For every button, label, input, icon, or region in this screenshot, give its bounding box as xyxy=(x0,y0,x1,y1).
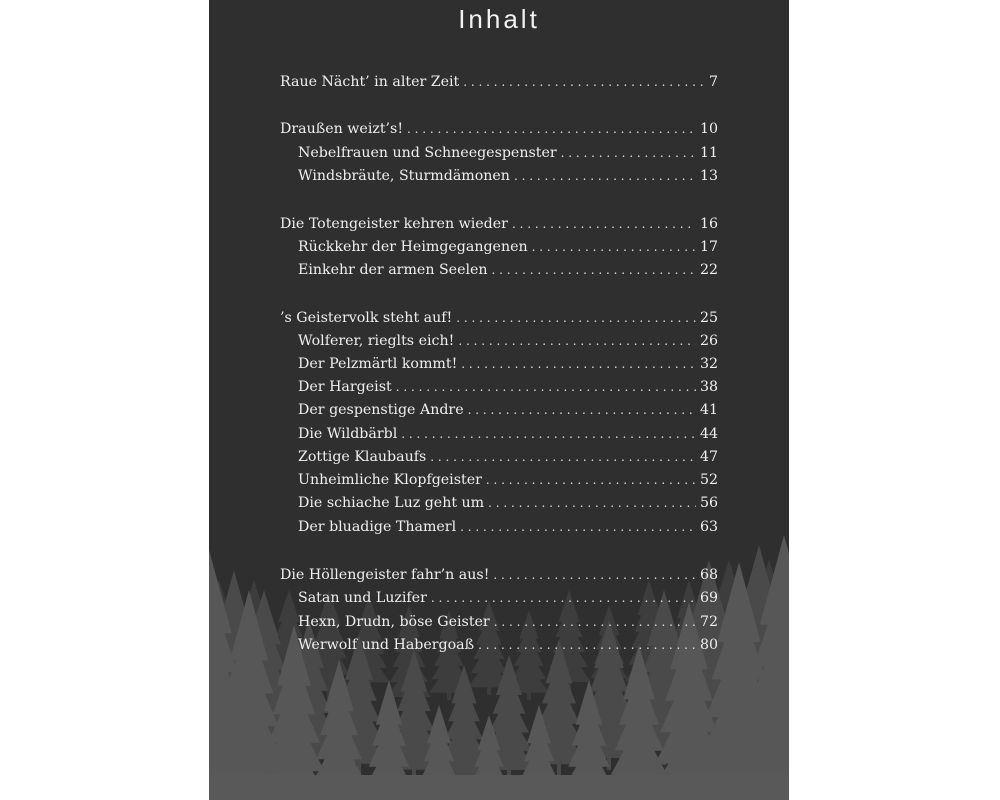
toc-dot-leader xyxy=(494,613,696,631)
toc-entry-page: 22 xyxy=(699,262,718,278)
toc-entry-title: Die Wildbärbl xyxy=(298,426,398,442)
toc-dot-leader xyxy=(431,589,696,607)
toc-entry-page: 26 xyxy=(699,333,718,349)
toc-entry-title: Wolferer, rieglts eich! xyxy=(298,333,455,349)
toc-dot-leader xyxy=(460,518,696,536)
toc-dot-leader xyxy=(492,261,696,279)
toc-entry-page: 17 xyxy=(699,239,718,255)
toc-dot-leader xyxy=(514,167,696,185)
toc-entry-page: 56 xyxy=(699,495,718,511)
toc-dot-leader xyxy=(512,215,696,233)
toc-entry xyxy=(298,471,718,489)
toc-entry-title: Der gespenstige Andre xyxy=(298,402,464,418)
toc-entry-title: Der bluadige Thamerl xyxy=(298,519,457,535)
toc-dot-leader xyxy=(478,636,696,654)
toc-dot-leader xyxy=(532,238,696,256)
toc-dot-leader xyxy=(456,309,696,327)
toc-entry-page: 41 xyxy=(699,402,718,418)
toc-dot-leader xyxy=(430,448,696,466)
toc-entry-title: Die Höllengeister fahr’n aus! xyxy=(280,567,490,583)
toc-dot-leader xyxy=(488,494,696,512)
toc-entry-page: 44 xyxy=(699,426,718,442)
toc-dot-leader xyxy=(401,425,696,443)
toc-dot-leader xyxy=(486,471,696,489)
toc-entry-title: Die schiache Luz geht um xyxy=(298,495,485,511)
toc-dot-leader xyxy=(461,355,696,373)
toc-entry xyxy=(298,261,718,279)
toc-entry xyxy=(280,73,718,91)
toc-entry-title: Einkehr der armen Seelen xyxy=(298,262,488,278)
toc-entry xyxy=(298,425,718,443)
toc-entry-page: 16 xyxy=(699,216,718,232)
toc-entry-page: 11 xyxy=(699,145,718,161)
toc-entry-title: Die Totengeister kehren wieder xyxy=(280,216,508,232)
toc-entry-page: 72 xyxy=(699,614,718,630)
toc-entry xyxy=(298,355,718,373)
toc-entry-title: Satan und Luzifer xyxy=(298,590,427,606)
toc-entry-title: Raue Nächt’ in alter Zeit xyxy=(280,74,460,90)
page-title: Inhalt xyxy=(458,4,540,34)
toc-entry-page: 7 xyxy=(708,74,718,90)
toc-entry-title: ’s Geistervolk steht auf! xyxy=(280,310,453,326)
toc-entry xyxy=(280,566,718,584)
toc-entry-title: Windsbräute, Sturmdämonen xyxy=(298,168,510,184)
toc-entry-title: Draußen weizt’s! xyxy=(280,121,404,137)
toc-entry-page: 63 xyxy=(699,519,718,535)
toc-dot-leader xyxy=(493,566,696,584)
toc-entry-title: Hexn, Drudn, böse Geister xyxy=(298,614,490,630)
toc-dot-leader xyxy=(561,144,696,162)
toc-entry xyxy=(298,613,718,631)
toc-entry xyxy=(298,144,718,162)
toc-entry-page: 47 xyxy=(699,449,718,465)
toc-entry-page: 25 xyxy=(699,310,718,326)
toc-entry xyxy=(298,167,718,185)
toc-entry-title: Zottige Klaubaufs xyxy=(298,449,427,465)
toc-entry-page: 10 xyxy=(699,121,718,137)
toc-dot-leader xyxy=(458,332,696,350)
toc-dot-leader xyxy=(468,401,696,419)
book-page xyxy=(209,0,789,800)
toc-entry-page: 13 xyxy=(699,168,718,184)
toc-entry-title: Nebelfrauen und Schneegespenster xyxy=(298,145,557,161)
toc-entry xyxy=(280,215,718,233)
toc-entry xyxy=(280,309,718,327)
toc-entry xyxy=(298,494,718,512)
toc-entry-page: 68 xyxy=(699,567,718,583)
toc-entry xyxy=(280,120,718,138)
toc-entry-title: Der Pelzmärtl kommt! xyxy=(298,356,458,372)
toc-entry-title: Werwolf und Habergoaß xyxy=(298,637,475,653)
toc-entry-page: 38 xyxy=(699,379,718,395)
toc-dot-leader xyxy=(396,378,696,396)
toc-dot-leader xyxy=(407,120,696,138)
toc-entry xyxy=(298,448,718,466)
toc-entry xyxy=(298,378,718,396)
toc-entry xyxy=(298,238,718,256)
toc-entry-page: 52 xyxy=(699,472,718,488)
toc-entry xyxy=(298,401,718,419)
toc-entry-title: Der Hargeist xyxy=(298,379,392,395)
toc-entry-title: Rückkehr der Heimgegangenen xyxy=(298,239,528,255)
toc-entry-page: 32 xyxy=(699,356,718,372)
toc-entry-page: 69 xyxy=(699,590,718,606)
toc-entry xyxy=(298,518,718,536)
toc-entry xyxy=(298,589,718,607)
toc-entry-title: Unheimliche Klopfgeister xyxy=(298,472,482,488)
toc-entry xyxy=(298,636,718,654)
toc-dot-leader xyxy=(463,73,705,91)
toc-entry xyxy=(298,332,718,350)
toc-entry-page: 80 xyxy=(699,637,718,653)
